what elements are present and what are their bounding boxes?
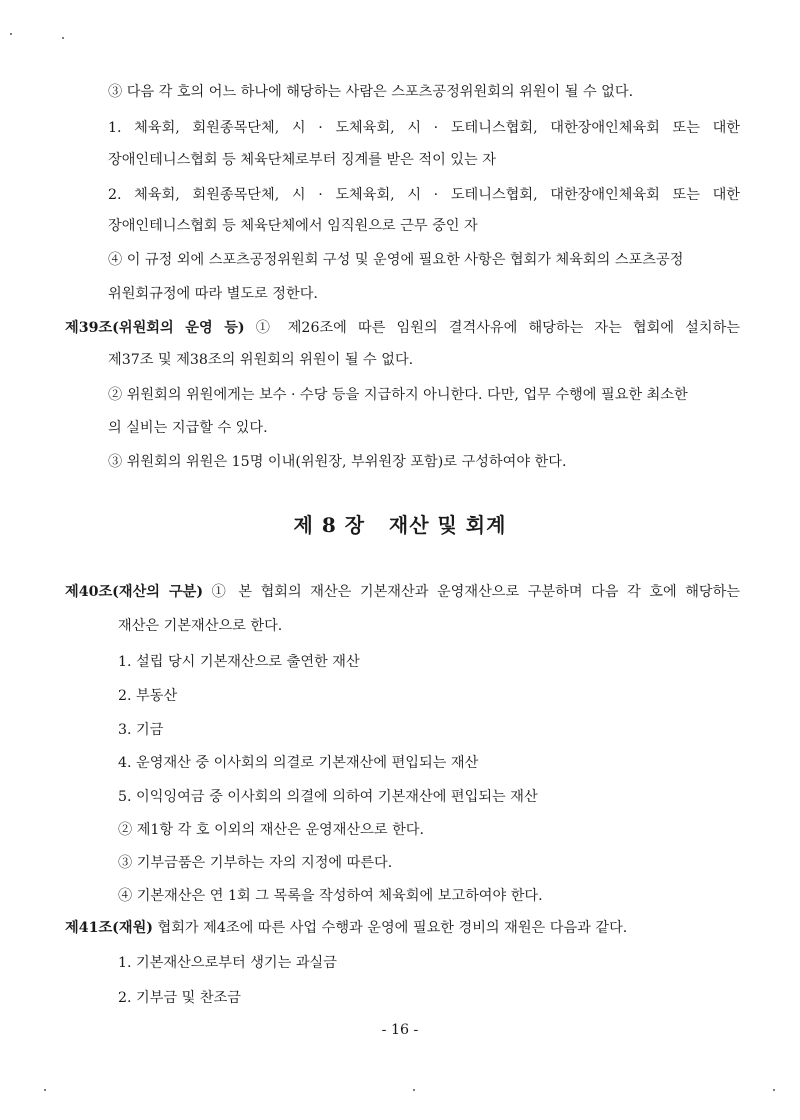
article-41-heading: 제41조(재원)	[65, 920, 153, 936]
clause-39-2: ② 위원회의 위원에게는 보수 · 수당 등을 지급하지 아니한다. 다만, 업무 수행에 필요한 최소한	[108, 387, 688, 403]
clause-40-2: ② 제1항 각 호 이외의 재산은 운영재산으로 한다.	[118, 822, 424, 838]
clause-38-3: ③ 다음 각 호의 어느 하나에 해당하는 사람은 스포츠공정위원회의 위원이 될 수 없다.	[108, 84, 634, 100]
article-40-line-1	[65, 582, 740, 602]
clause-39-2-cont: 의 실비는 지급할 수 있다.	[108, 420, 268, 436]
clause-40-1-item-3: 3. 기금	[118, 722, 164, 738]
clause-39-3: ③ 위원회의 위원은 15명 이내(위원장, 부위원장 포함)로 구성하여야 한다.	[108, 454, 567, 470]
article-41-body: 협회가 제4조에 따른 사업 수행과 운영에 필요한 경비의 재원은 다음과 같다.	[157, 920, 628, 936]
clause-39-1-cont: 제37조 및 제38조의 위원회의 위원이 될 수 없다.	[108, 352, 414, 368]
clause-40-1-cont: 재산은 기본재산으로 한다.	[118, 618, 283, 634]
clause-38-4-cont: 위원회규정에 따라 별도로 정한다.	[108, 286, 318, 302]
article-40-heading: 제40조(재산의 구분)	[65, 584, 204, 600]
clause-40-1-item-1: 1. 설립 당시 기본재산으로 출연한 재산	[118, 654, 360, 670]
clause-40-3: ③ 기부금품은 기부하는 자의 지정에 따른다.	[118, 855, 393, 871]
article-39-line-1	[65, 318, 740, 338]
chapter-title: 제 8 장 재산 및 회계	[293, 513, 507, 537]
article-41-item-1: 1. 기본재산으로부터 생기는 과실금	[118, 955, 337, 971]
clause-38-3-item-1-cont: 장애인테니스협회 등 체육단체로부터 징계를 받은 적이 있는 자	[108, 152, 496, 168]
clause-40-4: ④ 기본재산은 연 1회 그 목록을 작성하여 체육회에 보고하여야 한다.	[118, 888, 543, 904]
clause-40-1-item-5: 5. 이익잉여금 중 이사회의 의결에 의하여 기본재산에 편입되는 재산	[118, 789, 538, 805]
clause-38-3-item-1: 1. 체육회, 회원종목단체, 시 · 도체육회, 시 · 도테니스협회, 대한장애인체육회 또는 대한	[108, 120, 740, 136]
clause-40-1-item-2: 2. 부동산	[118, 688, 178, 704]
article-41-item-2: 2. 기부금 및 찬조금	[118, 990, 242, 1006]
article-41-line-1	[65, 918, 627, 938]
clause-38-4: ④ 이 규정 외에 스포츠공정위원회 구성 및 운영에 필요한 사항은 협회가 체육회의 스포츠공정	[108, 252, 684, 268]
article-39-heading: 제39조(위원회의 운영 등)	[65, 320, 245, 336]
clause-38-3-item-2: 2. 체육회, 회원종목단체, 시 · 도체육회, 시 · 도테니스협회, 대한장애인체육회 또는 대한	[108, 187, 740, 203]
clause-40-1-item-4: 4. 운영재산 중 이사회의 의결로 기본재산에 편입되는 재산	[118, 755, 479, 771]
page-number: - 16 -	[381, 1022, 419, 1038]
clause-38-3-item-2-cont: 장애인테니스협회 등 체육단체에서 임직원으로 근무 중인 자	[108, 218, 478, 234]
clause-40-1: ① 본 협회의 재산은 기본재산과 운영재산으로 구분하며 다음 각 호에 해당하는	[211, 584, 741, 600]
clause-39-1: ① 제26조에 따른 임원의 결격사유에 해당하는 자는 협회에 설치하는	[255, 320, 741, 336]
